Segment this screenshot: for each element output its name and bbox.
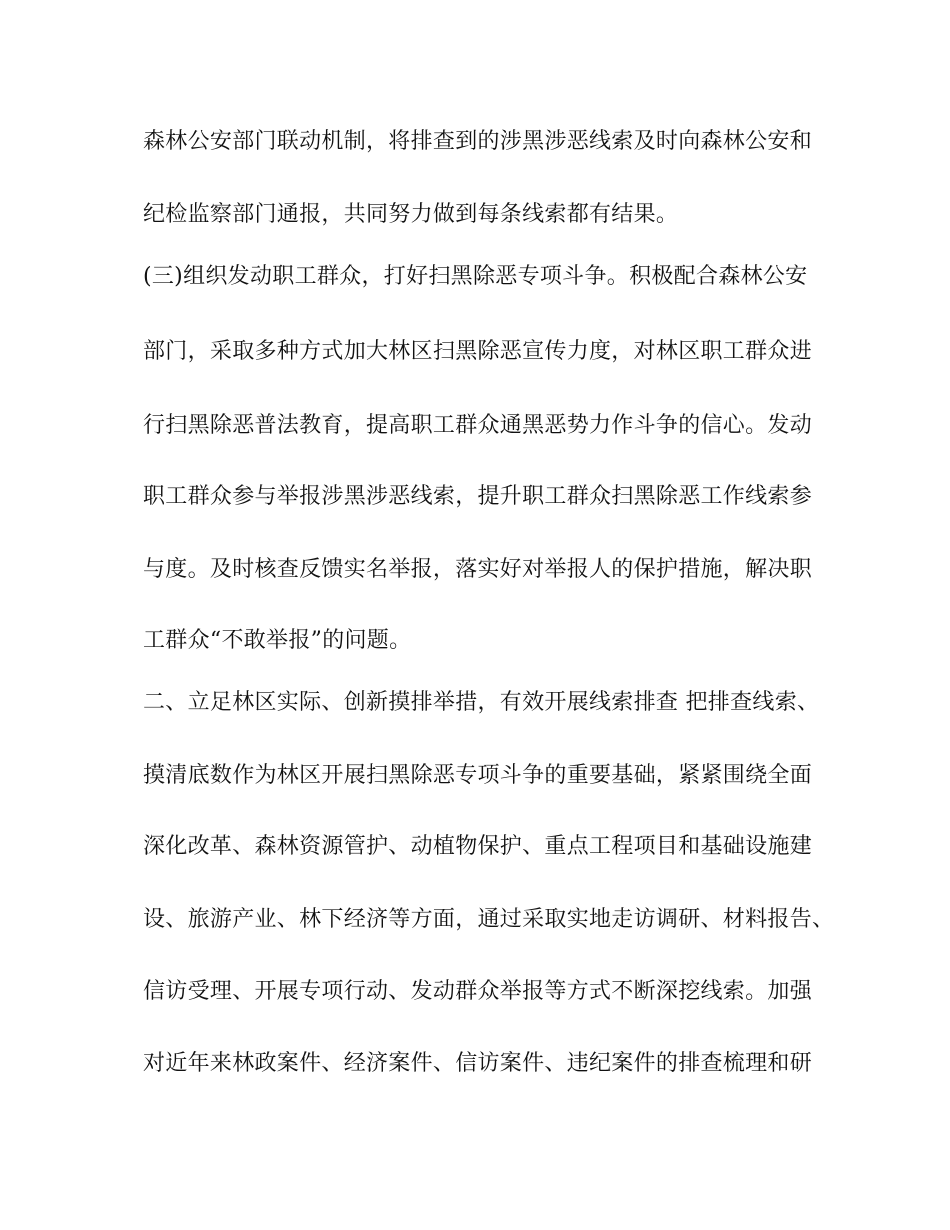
text-line: 部门，采取多种方式加大林区扫黑除恶宣传力度，对林区职工群众进: [143, 339, 813, 364]
text-line: 行扫黑除恶普法教育，提高职工群众通黑恶势力作斗争的信心。发动: [143, 413, 813, 438]
text-line: 纪检监察部门通报，共同努力做到每条线索都有结果。: [143, 202, 679, 227]
text-line: (三)组织发动职工群众，打好扫黑除恶专项斗争。积极配合森林公安: [143, 264, 808, 289]
text-line: 信访受理、开展专项行动、发动群众举报等方式不断深挖线索。加强: [143, 979, 813, 1004]
text-line: 与度。及时核查反馈实名举报，落实好对举报人的保护措施，解决职: [143, 557, 813, 582]
text-line: 工群众“不敢举报”的问题。: [143, 628, 412, 653]
text-line: 摸清底数作为林区开展扫黑除恶专项斗争的重要基础，紧紧围绕全面: [143, 763, 813, 788]
text-line: 森林公安部门联动机制，将排查到的涉黑涉恶线索及时向森林公安和: [143, 129, 813, 154]
text-line: 二、立足林区实际、创新摸排举措，有效开展线索排查 把排查线索、: [143, 690, 820, 715]
text-line: 深化改革、森林资源管护、动植物保护、重点工程项目和基础设施建: [143, 834, 813, 859]
text-line: 对近年来林政案件、经济案件、信访案件、违纪案件的排查梳理和研: [143, 1051, 813, 1076]
text-line: 职工群众参与举报涉黑涉恶线索，提升职工群众扫黑除恶工作线索参: [143, 484, 813, 509]
text-line: 设、旅游产业、林下经济等方面，通过采取实地走访调研、材料报告、: [143, 907, 835, 932]
